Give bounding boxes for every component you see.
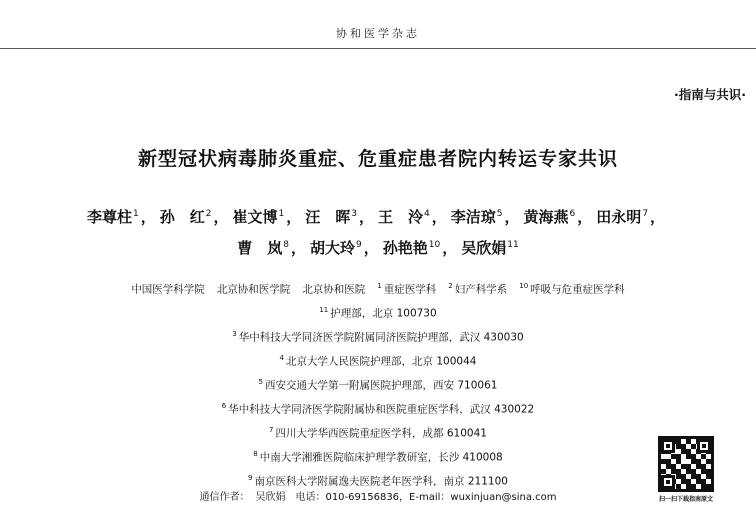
author-separator: ， [363, 239, 379, 257]
affiliation-mark: 10 [519, 282, 529, 290]
affiliation-line [0, 396, 756, 420]
author-affiliation-mark: 1 [132, 209, 139, 219]
corresponding-author [0, 488, 756, 503]
affiliation-mark: 7 [269, 426, 274, 434]
author-affiliation-mark: 4 [424, 209, 430, 219]
author [160, 208, 233, 226]
author-affiliation-mark: 2 [205, 209, 212, 219]
author-name: 孙 红 [159, 208, 205, 226]
affiliation-mark: 2 [448, 282, 453, 290]
affiliation-line [0, 372, 756, 396]
affiliation-text: 护理部，北京 100730 [330, 307, 437, 320]
author [461, 239, 518, 257]
author-separator: ， [140, 208, 156, 226]
header-divider [0, 48, 756, 49]
author-affiliation-mark: 1 [278, 209, 285, 219]
affiliation-mark: 3 [232, 330, 237, 338]
qr-code-caption: 扫一扫下载指南原文 [658, 496, 713, 503]
affiliation-text: 华中科技大学同济医学院附属协和医院重症医学科，武汉 430022 [228, 403, 535, 416]
author-separator: ， [577, 208, 593, 226]
affiliation-mark: 1 [377, 282, 382, 290]
affiliation-department: 呼吸与危重症医学科 [530, 283, 625, 296]
section-tag: ·指南与共识· [674, 87, 746, 102]
author-separator: ， [213, 208, 229, 226]
author [378, 208, 451, 226]
corresponding-author-phone: 电话：010-69156836， [295, 492, 410, 503]
author-name: 胡大玲 [310, 239, 356, 257]
author-name: 田永明 [596, 208, 642, 226]
affiliation-text: 西安交通大学第一附属医院护理部，西安 710061 [265, 379, 498, 392]
author-name: 孙艳艳 [382, 239, 428, 257]
author-separator: ， [650, 208, 666, 226]
affiliation-line [0, 420, 756, 444]
author-list [0, 200, 756, 262]
author-separator: ， [504, 208, 520, 226]
author-separator: ， [358, 208, 374, 226]
affiliation-department: 重症医学科 [383, 283, 437, 296]
author-affiliation-mark: 10 [428, 240, 441, 250]
affiliation-institution: 北京协和医学院 [216, 283, 291, 296]
affiliation-institution: 北京协和医院 [302, 283, 366, 296]
affiliation-line [0, 300, 756, 324]
author [596, 208, 669, 226]
author [232, 208, 305, 226]
affiliation-mark: 4 [279, 354, 285, 362]
author-name: 汪 晖 [305, 208, 351, 226]
journal-header: 协和医学杂志 [336, 27, 420, 40]
author [305, 208, 378, 226]
author-separator: ， [291, 239, 307, 257]
author-affiliation-mark: 8 [283, 240, 289, 250]
corresponding-author-label: 通信作者： [199, 492, 250, 503]
affiliation-line [0, 276, 756, 300]
affiliation-mark: 9 [248, 474, 253, 482]
affiliation-department: 妇产科学系 [454, 283, 508, 296]
author-name: 崔文博 [232, 208, 278, 226]
author-affiliation-mark: 3 [351, 209, 357, 219]
article-title: 新型冠状病毒肺炎重症、危重症患者院内转运专家共识 [137, 148, 618, 170]
corresponding-author-name: 吴欣娟 [255, 492, 286, 503]
affiliation-mark: 5 [258, 378, 264, 386]
author [451, 208, 524, 226]
author-name: 王 泠 [378, 208, 424, 226]
author [237, 239, 310, 257]
affiliation-line [0, 444, 756, 468]
affiliation-text: 中南大学湘雅医院临床护理学教研室，长沙 410008 [259, 451, 503, 464]
affiliation-line [0, 324, 756, 348]
author-affiliation-mark: 9 [356, 240, 362, 250]
author-name: 李尊柱 [86, 208, 132, 226]
author [310, 239, 383, 257]
author [524, 208, 597, 226]
author [87, 208, 160, 226]
affiliation-line [0, 348, 756, 372]
affiliation-institution: 中国医学科学院 [131, 283, 205, 296]
author-affiliation-mark: 11 [507, 240, 519, 250]
affiliation-text: 南京医科大学附属逸夫医院老年医学科，南京 211100 [254, 475, 508, 488]
author-separator: ， [431, 208, 447, 226]
author-affiliation-mark: 6 [569, 209, 576, 219]
qr-code-icon[interactable] [658, 436, 714, 492]
author-name: 吴欣娟 [461, 239, 507, 257]
author-name: 黄海燕 [523, 208, 569, 226]
qr-code-block [658, 436, 714, 503]
author-affiliation-mark: 7 [642, 209, 649, 219]
affiliation-text: 华中科技大学同济医学院附属同济医院护理部，武汉 430030 [238, 331, 524, 344]
author-affiliation-mark: 5 [496, 209, 503, 219]
author-name: 李洁琼 [450, 208, 496, 226]
author [383, 239, 461, 257]
affiliation-mark: 8 [253, 450, 258, 458]
author-name: 曹 岚 [237, 239, 283, 257]
affiliation-mark: 11 [319, 306, 329, 314]
author-separator: ， [286, 208, 302, 226]
affiliation-text: 北京大学人民医院护理部，北京 100044 [286, 355, 477, 368]
affiliation-text: 四川大学华西医院重症医学科，成都 610041 [275, 427, 487, 440]
author-separator: ， [442, 239, 458, 257]
affiliation-mark: 6 [221, 402, 227, 410]
affiliation-list [0, 276, 756, 492]
corresponding-author-email[interactable]: E-mail：wuxinjuan@sina.com [409, 492, 557, 503]
